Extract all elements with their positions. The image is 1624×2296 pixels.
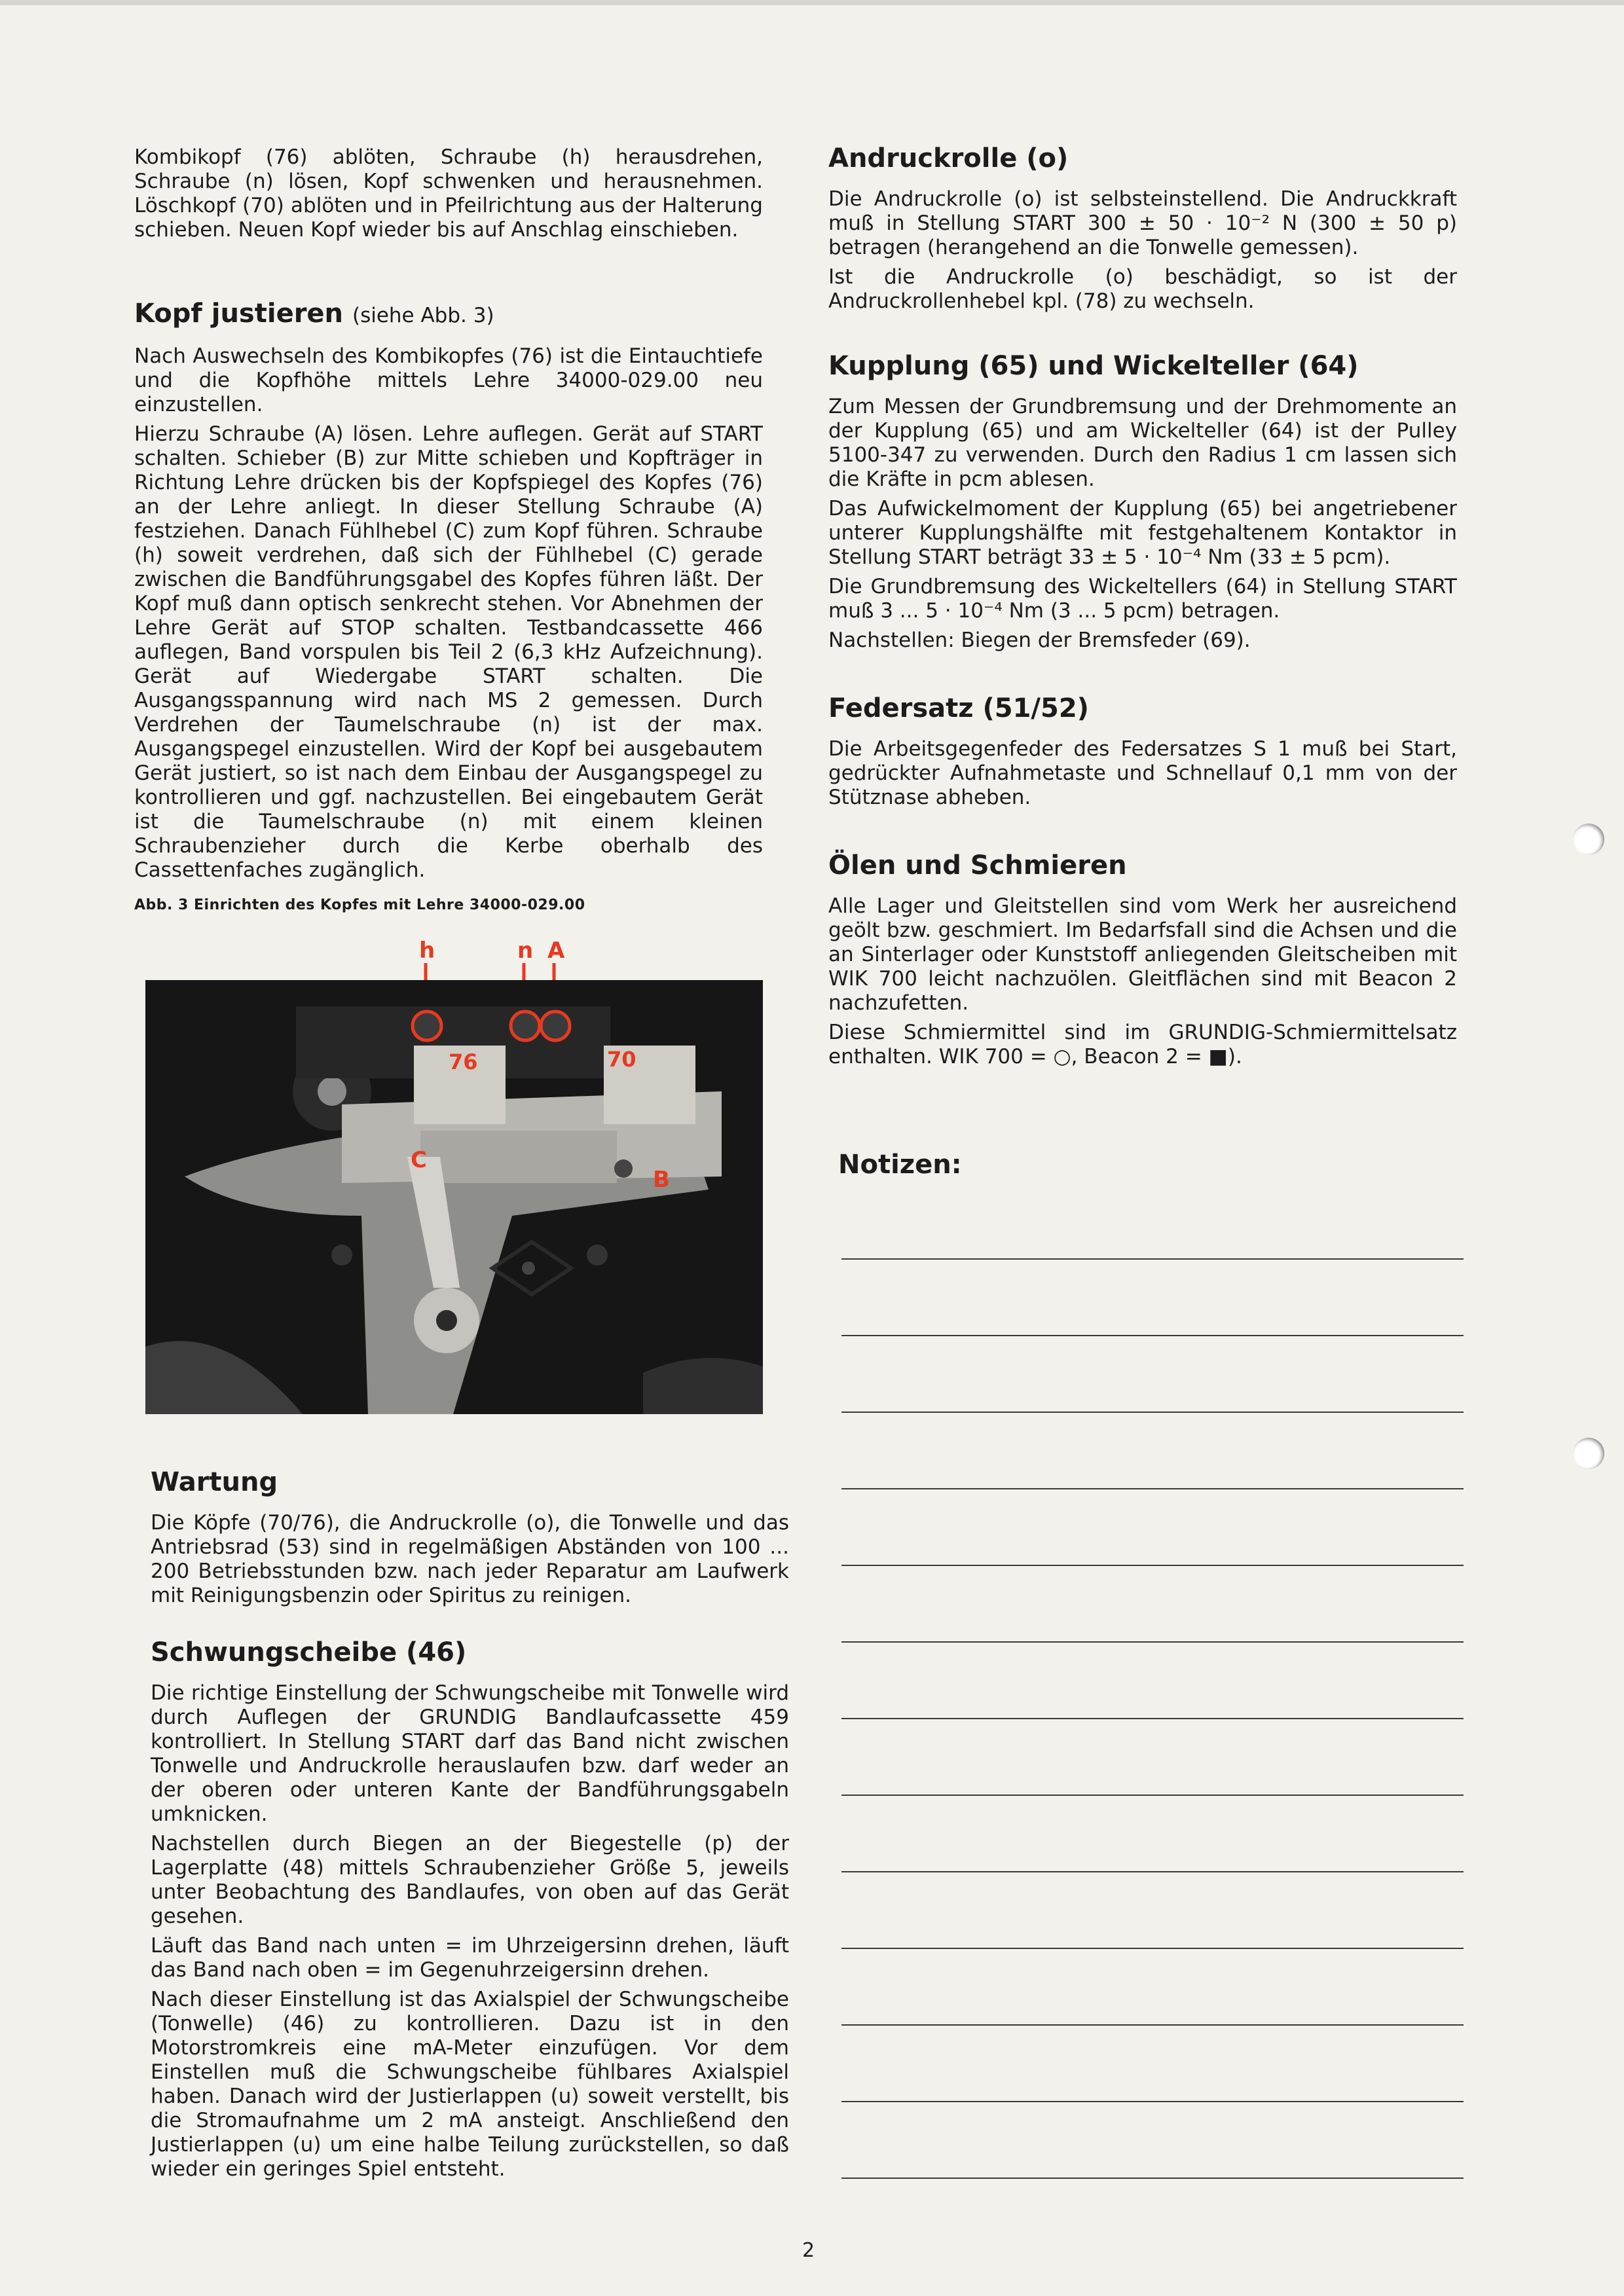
notes-line [841, 2101, 1464, 2102]
notizen-section [838, 1149, 962, 1194]
wartung-paragraph: Die Köpfe (70/76), die Andruckrolle (o), die Tonwelle und das Antriebsrad (53) sind in regelmäßigen Abständen von 100 ... 200 Betriebsstunden bzw. nach jeder Reparatur am Laufwerk mit Reinigungsbenzin oder Spiritus zu reinigen. [151, 1511, 789, 1607]
notes-line [841, 1948, 1464, 1949]
notes-line [841, 1718, 1464, 1719]
oelen-heading: Ölen und Schmieren [828, 850, 1127, 881]
kupplung-paragraph-2: Das Aufwickelmoment der Kupplung (65) bei angetriebener unterer Kupplungshälfte mit festgehaltenem Kontaktor in Stellung START beträgt 33 ± 5 · 10⁻⁴ Nm (33 ± 5 pcm). [828, 497, 1457, 569]
label-h: h [419, 938, 435, 964]
andruck-paragraph-1: Die Andruckrolle (o) ist selbsteinstellend. Die Andruckkraft muß in Stellung START 300 ± 50 · 10⁻² N (300 ± 50 p) betragen (herangehend an die Tonwelle gemessen). [828, 187, 1457, 259]
kopf-justieren-section [134, 298, 763, 888]
notizen-heading: Notizen: [838, 1150, 962, 1180]
oelen-section [828, 850, 1457, 1074]
andruckrolle-heading: Andruckrolle (o) [828, 143, 1069, 173]
notes-line [841, 1565, 1464, 1566]
schwungscheibe-section [151, 1637, 789, 2187]
kupplung-paragraph-1: Zum Messen der Grundbremsung und der Drehmomente an der Kupplung (65) und am Wickelteller (64) ist der Pulley 5100-347 zu verwenden. Durch den Radius 1 cm lassen sich die Kräfte in pcm ablesen. [828, 395, 1457, 491]
notes-line [841, 1335, 1464, 1336]
schwungscheibe-heading: Schwungscheibe (46) [151, 1637, 467, 1667]
kopf-justieren-note: (siehe Abb. 3) [352, 304, 494, 327]
schwung-paragraph-3: Läuft das Band nach unten = im Uhrzeigersinn drehen, läuft das Band nach oben = im Gegenuhrzeigersinn drehen. [151, 1934, 789, 1982]
punch-hole [1573, 1438, 1604, 1469]
schwung-paragraph-4: Nach dieser Einstellung ist das Axialspiel der Schwungscheibe (Tonwelle) (46) zu kontrollieren. Dazu ist in den Motorstromkreis eine mA-Meter einzufügen. Vor dem Einstellen muß die Schwungscheibe fühlbares Axialspiel haben. Danach wird der Justierlappen (u) soweit verstellt, bis die Stromaufnahme um 2 mA ansteigt. Anschließend den Justierlappen (u) um eine halbe Teilung zurückstellen, so daß wieder ein geringes Spiel entsteht. [151, 1988, 789, 2181]
mechanism-illustration [145, 980, 763, 1414]
wartung-section [151, 1467, 789, 1613]
label-76: 76 [449, 1049, 478, 1074]
label-A: A [547, 938, 565, 964]
label-B: B [653, 1167, 670, 1193]
intro-paragraph: Kombikopf (76) ablöten, Schraube (h) herausdrehen, Schraube (n) lösen, Kopf schwenken und herausnehmen. Löschkopf (70) ablöten und in Pfeilrichtung aus der Halterung schieben. Neuen Kopf wieder bis auf Anschlag einschieben. [134, 145, 763, 242]
oelen-paragraph-2: Diese Schmiermittel sind im GRUNDIG-Schmiermittelsatz enthalten. WIK 700 = ○, Beacon 2 = ■). [828, 1021, 1457, 1068]
notes-line [841, 1488, 1464, 1489]
notes-line [841, 2024, 1464, 2026]
andruck-paragraph-2: Ist die Andruckrolle (o) beschädigt, so ist der Andruckrollenhebel kpl. (78) zu wechseln. [828, 265, 1457, 313]
kupplung-paragraph-3: Die Grundbremsung des Wickeltellers (64) in Stellung START muß 3 ... 5 · 10⁻⁴ Nm (3 ... 5 pcm) betragen. [828, 575, 1457, 623]
federsatz-paragraph: Die Arbeitsgegenfeder des Federsatzes S 1 muß bei Start, gedrückter Aufnahmetaste und Schnellauf 0,1 mm von der Stütznase abheben. [828, 737, 1457, 809]
kupplung-paragraph-4: Nachstellen: Biegen der Bremsfeder (69). [828, 629, 1251, 652]
notes-line [841, 1795, 1464, 1796]
punch-hole [1573, 824, 1604, 855]
schwung-paragraph-2: Nachstellen durch Biegen an der Biegestelle (p) der Lagerplatte (48) mittels Schraubenzieher Größe 5, jeweils unter Beobachtung des Bandlaufes, von oben auf das Gerät gesehen. [151, 1832, 789, 1928]
intro-block [134, 145, 763, 247]
wartung-heading: Wartung [151, 1467, 278, 1497]
andruckrolle-section [828, 143, 1457, 319]
kopf-paragraph-2: Hierzu Schraube (A) lösen. Lehre auflegen. Gerät auf START schalten. Schieber (B) zur Mitte schieben und Kopfträger in Richtung Lehre drücken bis der Kopfspiegel des Kopfes (76) an der Lehre anliegt. In dieser Stellung Schraube (A) festziehen. Danach Fühlhebel (C) zum Kopf führen. Schraube (h) soweit verdrehen, daß sich der Fühlhebel (C) gerade zwischen die Bandführungsgabel des Kopfes führen läßt. Der Kopf muß dann optisch senkrecht stehen. Vor Abnehmen der Lehre Gerät auf STOP schalten. Testbandcassette 466 auflegen, Band vorspulen bis Teil 2 (6,3 kHz Aufzeichnung). Gerät auf Wiedergabe START schalten. Die Ausgangsspannung wird nach MS 2 gemessen. Durch Verdrehen der Taumelschraube (n) ist der max. Ausgangspegel einzustellen. Wird der Kopf bei ausgebautem Gerät justiert, so ist nach dem Einbau der Ausgangspegel zu kontrollieren und ggf. nachzustellen. Bei eingebautem Gerät ist die Taumelschraube (n) mit einem kleinen Schraubenzieher durch die Kerbe oberhalb des Cassettenfaches zugänglich. [134, 422, 763, 882]
oelen-paragraph-1: Alle Lager und Gleitstellen sind vom Werk her ausreichend geölt bzw. geschmiert. Im Bedarfsfall sind die Achsen und die an Sinterlager oder Kunststoff anliegenden Gleitscheiben mit WIK 700 leicht nachzuölen. Gleitflächen sind mit Beacon 2 nachzufetten. [828, 894, 1457, 1015]
label-n: n [517, 938, 534, 964]
head-adjustment-photo [145, 980, 763, 1414]
schwung-paragraph-1: Die richtige Einstellung der Schwungscheibe mit Tonwelle wird durch Auflegen der GRUNDIG Bandlaufcassette 459 kontrolliert. In Stellung START darf das Band nicht zwischen Tonwelle und Andruckrolle herauslaufen bzw. darf weder an der oberen oder unteren Kante der Bandführungsgabeln umknicken. [151, 1681, 789, 1826]
kupplung-heading: Kupplung (65) und Wickelteller (64) [828, 351, 1359, 381]
notes-line [841, 1641, 1464, 1643]
page-number: 2 [802, 2239, 815, 2262]
federsatz-section [828, 693, 1457, 815]
notes-line [841, 1871, 1464, 1872]
page-top-edge [0, 0, 1624, 5]
notes-line [841, 1412, 1464, 1413]
notes-line [841, 2178, 1464, 2179]
label-70: 70 [607, 1047, 637, 1072]
kopf-justieren-title: Kopf justieren [134, 299, 344, 329]
label-C: C [411, 1147, 427, 1173]
figure-caption: Abb. 3 Einrichten des Kopfes mit Lehre 34000-029.00 [134, 897, 585, 913]
kupplung-section [828, 350, 1457, 658]
kopf-justieren-heading [134, 298, 763, 331]
kopf-paragraph-1: Nach Auswechseln des Kombikopfes (76) ist die Eintauchtiefe und die Kopfhöhe mittels Lehre 34000-029.00 neu einzustellen. [134, 344, 763, 416]
federsatz-heading: Federsatz (51/52) [828, 693, 1089, 723]
notes-line [841, 1258, 1464, 1260]
figure-abb-3 [145, 939, 763, 1414]
